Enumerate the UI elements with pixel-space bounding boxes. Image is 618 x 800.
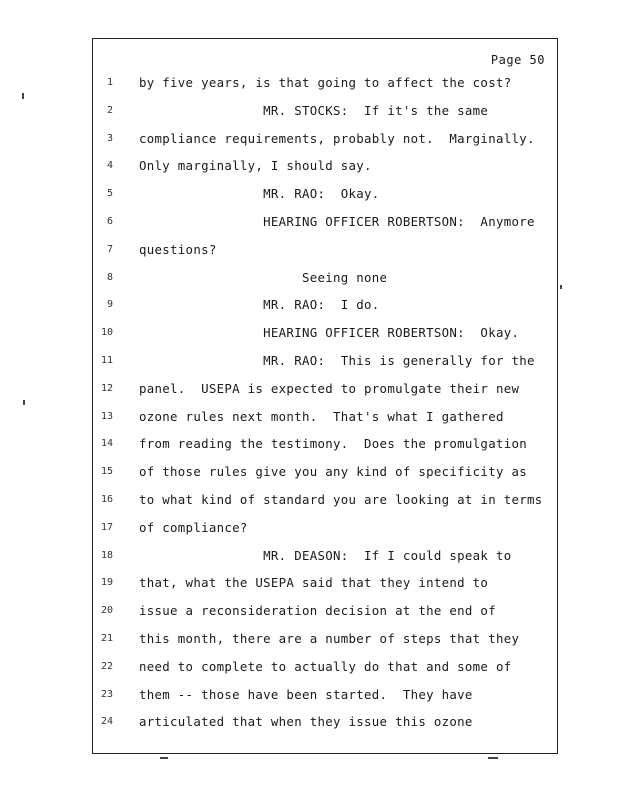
transcript-line <box>93 492 557 512</box>
line-number: 22 <box>100 660 113 672</box>
transcript-line <box>93 714 557 734</box>
line-text: Seeing none <box>139 269 388 285</box>
line-text: MR. STOCKS: If it's the same <box>139 102 489 118</box>
line-text: that, what the USEPA said that they intend to <box>139 575 489 591</box>
scan-speck <box>560 285 562 289</box>
line-text: compliance requirements, probably not. Marginally. <box>139 130 535 146</box>
transcript-line <box>93 575 557 595</box>
line-number: 8 <box>106 271 113 283</box>
scan-speck <box>488 757 498 759</box>
transcript-line <box>93 687 557 707</box>
scan-speck <box>23 400 25 405</box>
line-text: articulated that when they issue this ozone <box>139 714 473 730</box>
transcript-line <box>93 214 557 234</box>
line-text: MR. DEASON: If I could speak to <box>139 547 512 563</box>
transcript-line <box>93 464 557 484</box>
transcript-line <box>93 242 557 262</box>
line-text: panel. USEPA is expected to promulgate their new <box>139 380 520 396</box>
transcript-line <box>93 631 557 651</box>
transcript-line <box>93 270 557 290</box>
line-text: Only marginally, I should say. <box>139 158 372 174</box>
line-number: 24 <box>100 716 113 728</box>
transcript-line <box>93 520 557 540</box>
transcript-line <box>93 103 557 123</box>
line-number: 14 <box>100 438 113 450</box>
line-number: 20 <box>100 605 113 617</box>
transcript-line <box>93 75 557 95</box>
line-text: HEARING OFFICER ROBERTSON: Okay. <box>139 325 520 341</box>
line-text: this month, there are a number of steps that they <box>139 631 520 646</box>
transcript-line <box>93 603 557 623</box>
transcript-line <box>93 158 557 178</box>
transcript-line <box>93 409 557 429</box>
line-number: 9 <box>106 299 113 311</box>
line-text: to what kind of standard you are looking at in terms <box>139 492 543 507</box>
line-number: 3 <box>106 132 113 144</box>
line-number: 11 <box>100 355 113 366</box>
line-number: 4 <box>106 160 113 172</box>
line-number: 16 <box>100 494 113 505</box>
line-text: ozone rules next month. That's what I gathered <box>139 408 504 424</box>
line-number: 15 <box>100 466 113 478</box>
line-number: 18 <box>100 549 113 561</box>
line-number: 12 <box>100 382 113 394</box>
line-number: 2 <box>106 104 113 116</box>
transcript-line <box>93 186 557 206</box>
transcript-line <box>93 659 557 679</box>
line-text: MR. RAO: Okay. <box>139 186 380 202</box>
line-text: of those rules give you any kind of specificity as <box>139 464 527 480</box>
transcript-line <box>93 297 557 317</box>
transcript-line <box>93 548 557 568</box>
transcript-line <box>93 353 557 373</box>
transcript-page <box>92 38 558 754</box>
transcript-line <box>93 325 557 345</box>
line-number: 7 <box>106 243 113 255</box>
page-number: Page 50 <box>490 53 545 67</box>
transcript-line <box>93 381 557 401</box>
line-number: 6 <box>106 216 113 227</box>
line-number: 19 <box>100 577 113 589</box>
scan-speck <box>160 757 168 759</box>
scan-speck <box>22 93 24 99</box>
line-number: 17 <box>100 521 113 533</box>
line-text: questions? <box>139 241 217 257</box>
line-text: by five years, is that going to affect the cost? <box>139 75 512 90</box>
line-number: 21 <box>100 633 113 644</box>
line-text: HEARING OFFICER ROBERTSON: Anymore <box>139 214 535 229</box>
transcript-line <box>93 436 557 456</box>
line-text: them -- those have been started. They have <box>139 686 473 702</box>
line-number: 1 <box>106 77 113 88</box>
line-text: of compliance? <box>139 519 248 535</box>
line-number: 13 <box>100 410 113 422</box>
line-text: from reading the testimony. Does the promulgation <box>139 436 527 452</box>
line-text: MR. RAO: This is generally for the <box>139 353 535 368</box>
line-text: need to complete to actually do that and some of <box>139 658 512 674</box>
line-number: 5 <box>106 188 113 200</box>
line-text: MR. RAO: I do. <box>139 297 380 313</box>
transcript-line <box>93 131 557 151</box>
line-number: 23 <box>100 688 113 700</box>
line-text: issue a reconsideration decision at the end of <box>139 603 496 619</box>
line-number: 10 <box>100 327 113 339</box>
